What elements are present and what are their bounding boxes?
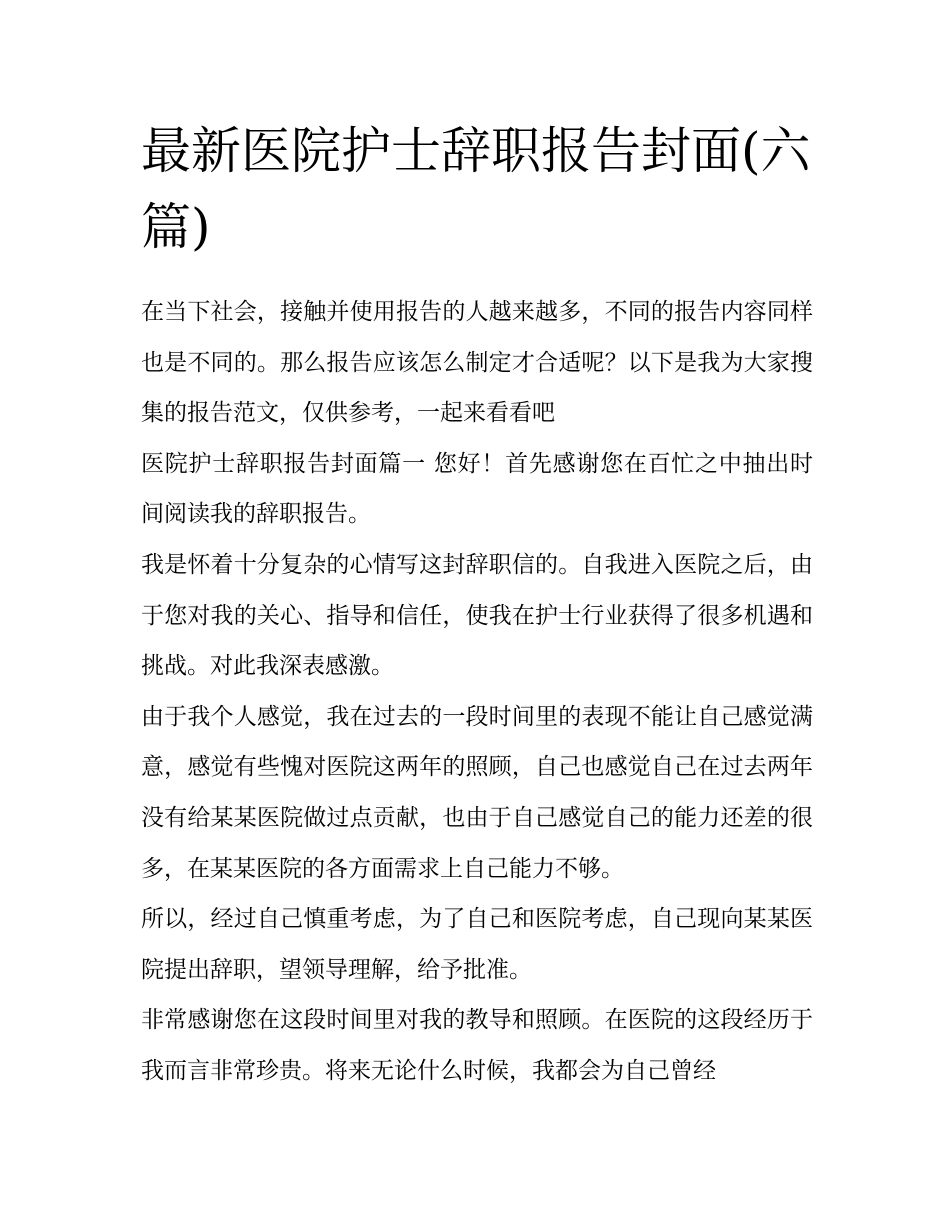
paragraph-intro: 在当下社会，接触并使用报告的人越来越多，不同的报告内容同样也是不同的。那么报告应该怎么制定才合适呢？以下是我为大家搜集的报告范文，仅供参考，一起来看看吧 (141, 299, 813, 427)
document-content (141, 113, 813, 1097)
paragraph-request: 所以，经过自己慎重考虑，为了自己和医院考虑，自己现向某某医院提出辞职，望领导理解，给予批准。 (141, 906, 813, 983)
document-title: 最新医院护士辞职报告封面(六篇) (141, 122, 811, 256)
paragraph-thanks: 非常感谢您在这段时间里对我的教导和照顾。在医院的这段经历于我而言非常珍贵。将来无论什么时候，我都会为自己曾经 (141, 1007, 813, 1084)
paragraph-reason: 由于我个人感觉，我在过去的一段时间里的表现不能让自己感觉满意，感觉有些愧对医院这两年的照顾，自己也感觉自己在过去两年没有给某某医院做过点贡献，也由于自己感觉自己的能力还差的很多，在某某医院的各方面需求上自己能力不够。 (141, 703, 813, 882)
paragraph-greeting: 医院护士辞职报告封面篇一 您好！首先感谢您在百忙之中抽出时间阅读我的辞职报告。 (141, 450, 813, 528)
paragraph-gratitude: 我是怀着十分复杂的心情写这封辞职信的。自我进入医院之后，由于您对我的关心、指导和信任，使我在护士行业获得了很多机遇和挑战。对此我深表感激。 (141, 551, 813, 680)
document-body (141, 287, 813, 1097)
